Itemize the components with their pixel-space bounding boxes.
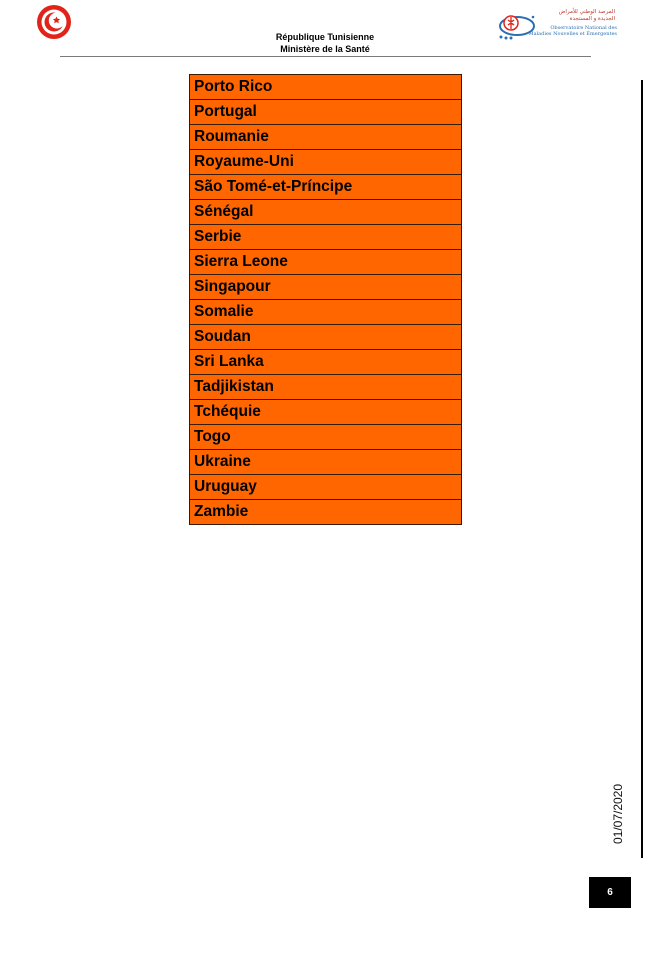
crescent-emblem-icon: [36, 4, 72, 40]
country-cell: Sénégal: [190, 200, 462, 225]
country-cell: Sierra Leone: [190, 250, 462, 275]
header-divider: [60, 56, 591, 57]
country-cell: Singapour: [190, 275, 462, 300]
country-cell: Tchéquie: [190, 400, 462, 425]
country-cell: Portugal: [190, 100, 462, 125]
observatory-name-french: Observatoire National des Maladies Nouvelles et Émergentes: [528, 25, 617, 37]
country-cell: Uruguay: [190, 475, 462, 500]
page-number: 6: [589, 877, 631, 908]
country-cell: Zambie: [190, 500, 462, 525]
country-cell: Somalie: [190, 300, 462, 325]
country-cell: Porto Rico: [190, 75, 462, 100]
table-row: [190, 350, 462, 375]
observatory-name-arabic: المرصد الوطني للأمراض الجديدة و المستجدة: [558, 9, 615, 22]
table-row: [190, 325, 462, 350]
table-row: [190, 100, 462, 125]
page-header: [225, 31, 425, 55]
country-table: [189, 74, 462, 525]
table-row: [190, 275, 462, 300]
country-cell: Royaume-Uni: [190, 150, 462, 175]
table-row: [190, 475, 462, 500]
country-cell: Sri Lanka: [190, 350, 462, 375]
table-row: [190, 500, 462, 525]
table-row: [190, 150, 462, 175]
table-row: [190, 225, 462, 250]
table-row: [190, 250, 462, 275]
document-date: 01/07/2020: [611, 783, 625, 845]
observatory-logo: [497, 6, 619, 44]
header-country: République Tunisienne: [275, 32, 375, 42]
table-row: [190, 375, 462, 400]
table-row: [190, 300, 462, 325]
country-cell: Togo: [190, 425, 462, 450]
table-row: [190, 75, 462, 100]
country-cell: Ukraine: [190, 450, 462, 475]
header-ministry: Ministère de la Santé: [280, 44, 370, 54]
table-row: [190, 200, 462, 225]
side-divider: [641, 80, 643, 858]
country-cell: Roumanie: [190, 125, 462, 150]
table-row: [190, 400, 462, 425]
country-cell: São Tomé-et-Príncipe: [190, 175, 462, 200]
country-cell: Tadjikistan: [190, 375, 462, 400]
country-table-body: [190, 75, 462, 525]
country-cell: Soudan: [190, 325, 462, 350]
table-row: [190, 125, 462, 150]
table-row: [190, 175, 462, 200]
country-cell: Serbie: [190, 225, 462, 250]
table-row: [190, 450, 462, 475]
table-row: [190, 425, 462, 450]
